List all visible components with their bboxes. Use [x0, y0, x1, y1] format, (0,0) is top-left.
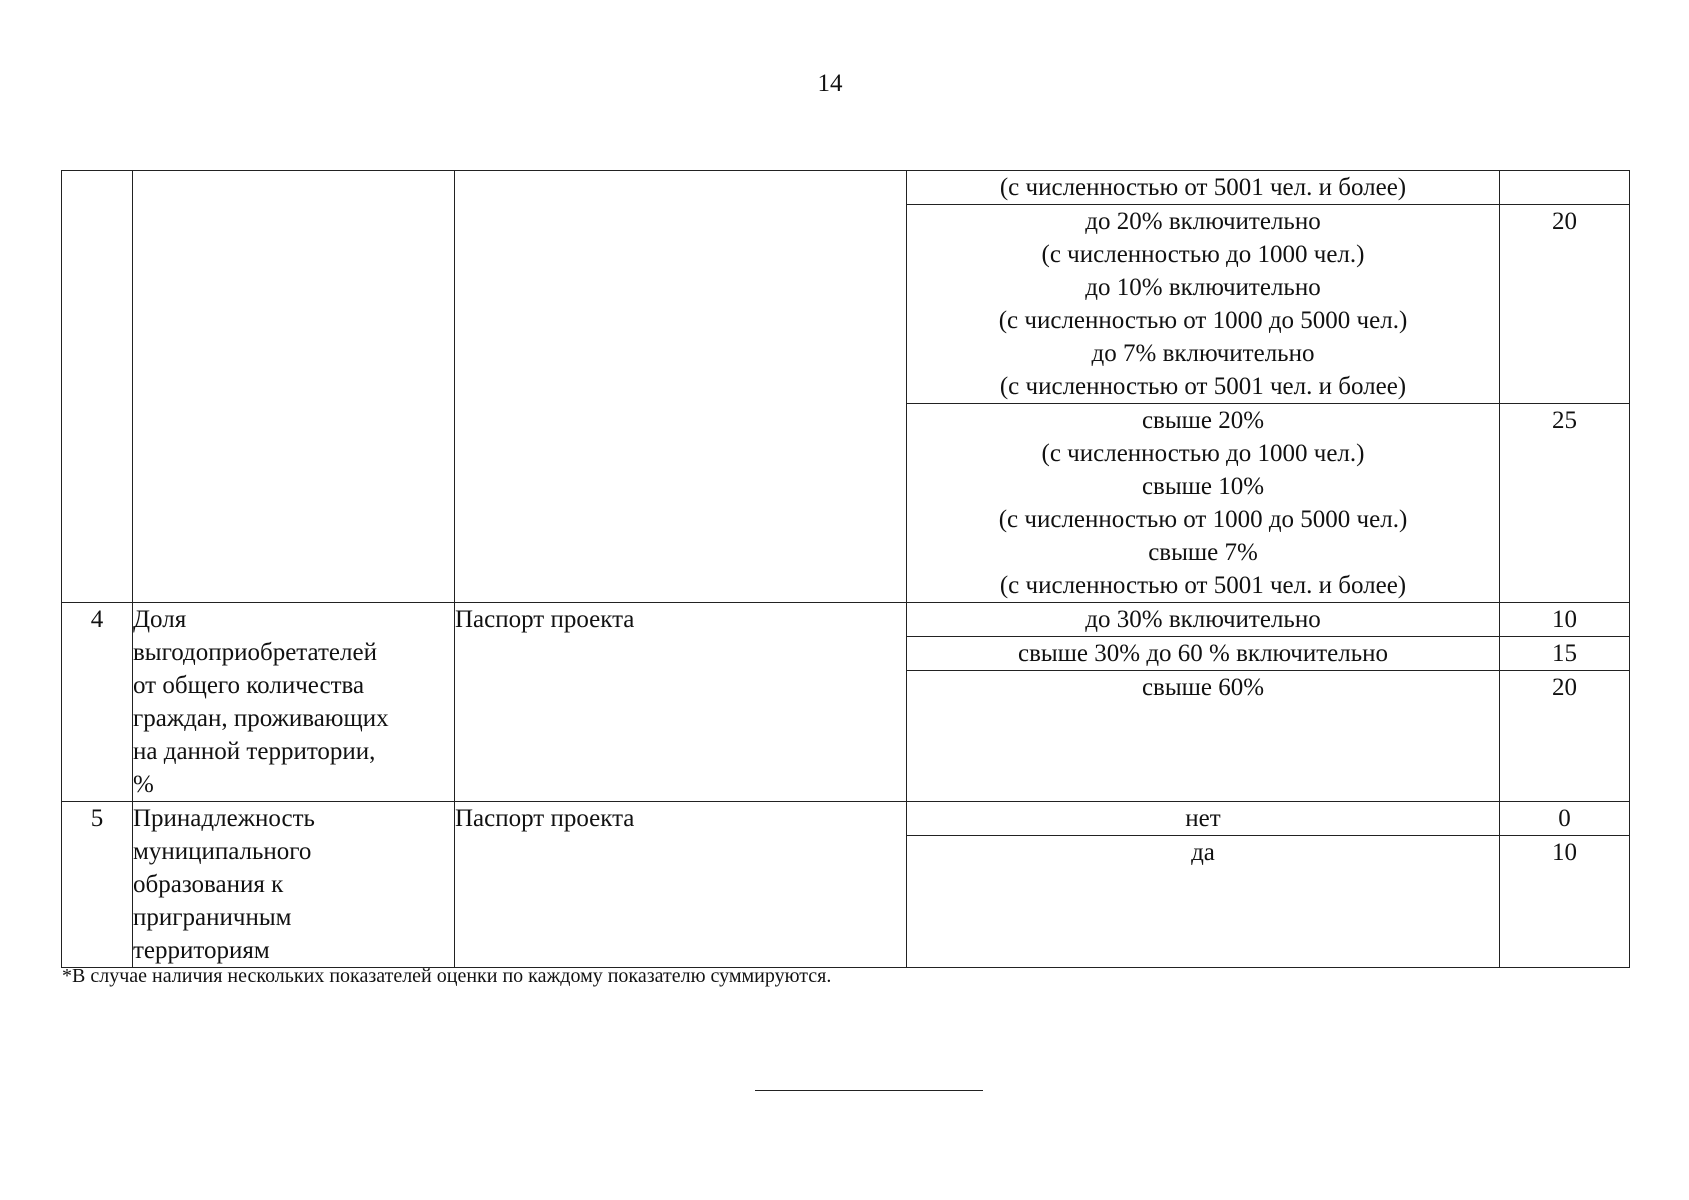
indicator-line: %	[133, 771, 154, 798]
criteria-line: (с численностью до 1000 чел.)	[1041, 440, 1365, 467]
number-cell: 5	[62, 802, 133, 968]
criteria-cell	[907, 171, 1500, 205]
table-row	[62, 171, 1630, 205]
criteria-line: свыше 20%	[1141, 407, 1265, 434]
footnote: *В случае наличия нескольких показателей оценки по каждому показателю суммируются.	[62, 965, 832, 987]
table-row	[62, 603, 1630, 637]
points-cell: 0	[1500, 802, 1630, 836]
criteria-line: (с численностью от 1000 до 5000 чел.)	[998, 506, 1408, 533]
indicator-line: выгодоприобретателей	[133, 639, 377, 666]
number-cell	[62, 171, 133, 603]
criteria-line: до 20% включительно	[1085, 208, 1321, 235]
indicator-cell	[133, 603, 455, 802]
criteria-line: (с численностью от 1000 до 5000 чел.)	[998, 307, 1408, 334]
points-cell: 25	[1500, 404, 1630, 603]
indicator-line: на данной территории,	[133, 738, 376, 765]
points-cell: 10	[1500, 836, 1630, 968]
criteria-cell: да	[907, 836, 1500, 968]
criteria-line: свыше 10%	[1141, 473, 1265, 500]
criteria-cell	[907, 404, 1500, 603]
points-cell: 20	[1500, 671, 1630, 802]
indicator-line: приграничным	[133, 904, 292, 931]
source-cell: Паспорт проекта	[455, 802, 907, 968]
source-cell	[455, 171, 907, 603]
end-rule	[755, 1090, 983, 1091]
number-cell: 4	[62, 603, 133, 802]
indicator-line: образования к	[133, 871, 284, 898]
criteria-cell: до 30% включительно	[907, 603, 1500, 637]
criteria-cell: нет	[907, 802, 1500, 836]
points-cell: 10	[1500, 603, 1630, 637]
criteria-line: (с численностью от 5001 чел. и более)	[999, 373, 1407, 400]
points-cell	[1500, 171, 1630, 205]
points-cell: 15	[1500, 637, 1630, 671]
indicator-cell	[133, 802, 455, 968]
indicator-line: Принадлежность	[133, 805, 315, 832]
table-row	[62, 802, 1630, 836]
indicator-line: Доля	[133, 606, 187, 633]
criteria-table	[61, 170, 1630, 968]
page-number: 14	[817, 70, 843, 97]
criteria-cell	[907, 205, 1500, 404]
criteria-line: свыше 7%	[1148, 539, 1258, 566]
criteria-line: (с численностью от 5001 чел. и более)	[999, 572, 1407, 599]
criteria-cell: свыше 30% до 60 % включительно	[907, 637, 1500, 671]
indicator-line: территориям	[133, 937, 270, 964]
points-cell: 20	[1500, 205, 1630, 404]
criteria-line: до 10% включительно	[1085, 274, 1321, 301]
indicator-line: граждан, проживающих	[133, 705, 389, 732]
indicator-line: от общего количества	[133, 672, 365, 699]
criteria-cell: свыше 60%	[907, 671, 1500, 802]
indicator-cell	[133, 171, 455, 603]
criteria-line: (с численностью до 1000 чел.)	[1041, 241, 1365, 268]
criteria-line: до 7% включительно	[1091, 340, 1315, 367]
criteria-line: (с численностью от 5001 чел. и более)	[999, 174, 1407, 201]
source-cell: Паспорт проекта	[455, 603, 907, 802]
indicator-line: муниципального	[133, 838, 312, 865]
